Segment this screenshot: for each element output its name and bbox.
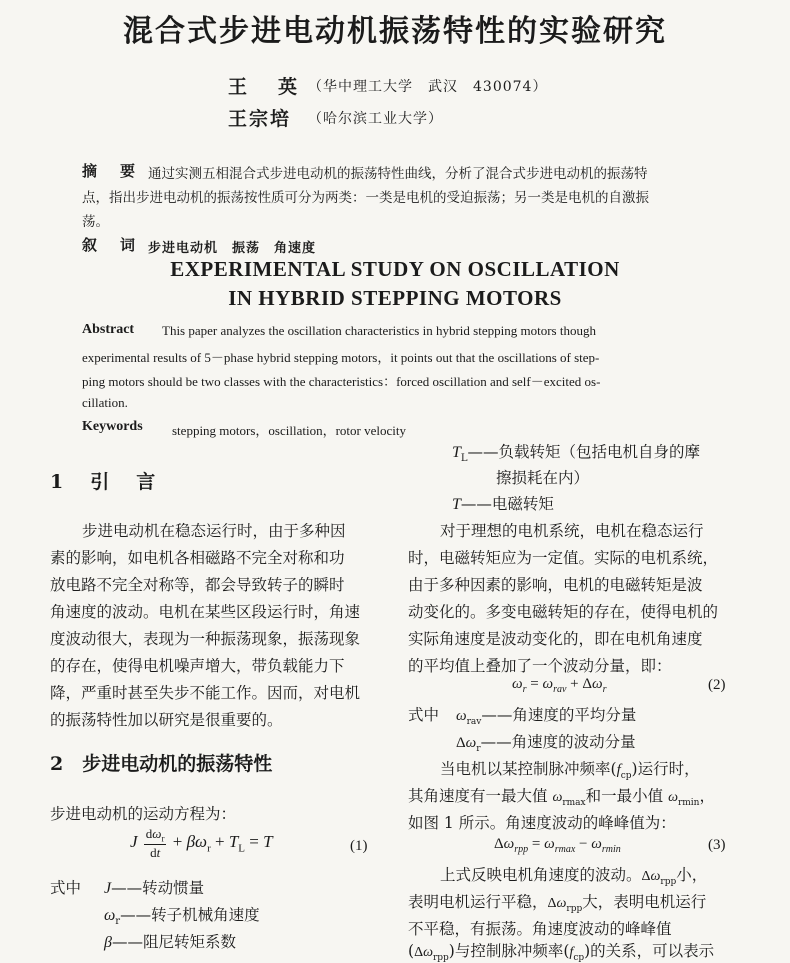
right-para3-text: )的关系，可以表示 [584,942,715,960]
def-omega-r-symbol: ω [104,907,116,924]
right-para2-text: )运行时， [631,760,700,778]
def-delta-omega-r: $\Delta\omega_r——$角速度的波动分量 [456,733,636,755]
equation-3-number: (3) [708,837,726,853]
section-2-heading: 2 步进电动机的振荡特性 [50,753,273,775]
keywords-cn-label: 叙 词 [82,236,140,254]
def-beta [104,930,236,952]
right-para2-text: 当电机以某控制脉冲频率( [440,760,617,778]
keywords-en-text: stepping motors，oscillation，rotor velocity [172,423,406,438]
defs-label-right: 式中 [408,706,440,724]
def-delta-omega-r-text: ——角速度的波动分量 [480,733,636,751]
english-title-line-1: EXPERIMENTAL STUDY ON OSCILLATION [170,257,620,281]
def-omega-r [104,903,260,927]
abstract-cn-label: 摘 要 [82,162,140,180]
defs-label-left: 式中 [50,879,82,897]
right-para3-line: 上式反映电机角速度的波动。$\Delta\omega_{rpp}$小， [440,866,708,888]
section-1-line: 降，严重时甚至失步不能工作。因而，对电机 [50,684,361,702]
keywords-cn-text: 步进电动机 振荡 角速度 [148,241,317,256]
def-beta-text: ——阻尼转矩系数 [111,933,236,951]
abstract-cn-line: 点，指出步进电动机的振荡按性质可分为两类：一类是电机的受迫振荡；另一类是电机的自激振 [82,190,649,206]
section-1-line: 度波动很大，表现为一种振荡现象，振荡现象 [50,630,361,648]
def-J [104,876,204,898]
author-1-name: 王 英 [228,76,304,98]
right-para3-line: $(\Delta\omega_{rpp})$与控制脉冲频率$(f_{cp})$的关系，可以表示 [408,942,715,963]
right-para3-line: 表明电机运行平稳，$\Delta\omega_{rpp}$大，表明电机运行 [408,893,707,915]
equation-1: J $d\omega_r$ dt + $\beta\omega_r + T_L = T$ [130,826,273,860]
abstract-en-label: Abstract [82,322,135,337]
right-para2-text: 和一最小值 [585,787,664,805]
section-2-intro: 步进电动机的运动方程为： [50,805,237,823]
equation-2: $\omega_r = \omega_{rav} + \Delta\omega_r$ [512,676,607,695]
def-J-symbol: J [104,880,112,897]
def-omega-rav-text: ——角速度的平均分量 [481,706,637,724]
abstract-en-line: ping motors should be two classes with the characteristics：forced oscillation and self－excited os- [82,374,601,389]
right-para3-text: 大，表明电机运行 [582,893,707,911]
right-para1-line: 动变化的。多变电磁转矩的存在，使得电机的 [408,603,719,621]
def-J-text: ——转动惯量 [111,879,205,897]
def-omega-rav: $\omega_{rav}——$角速度的平均分量 [456,706,637,728]
equation-1-number: (1) [350,838,368,854]
equation-3: $\Delta\omega_{rpp} = \omega_{rmax} - \omega_{rmin}$ [494,836,621,855]
abstract-en-line: This paper analyzes the oscillation characteristics in hybrid stepping motors though [162,323,596,338]
def-T-text: ——电磁转矩 [460,495,554,513]
right-para2-line: 其角速度有一最大值 $\omega_{rmax}$和一最小值 $\omega_{rmin}$， [408,787,715,809]
right-para1-line: 时，电磁转矩应为一定值。实际的电机系统， [408,549,719,567]
section-1-line: 的存在，使得电机噪声增大，带负载能力下 [50,657,345,675]
def-TL: $T_L——$负载转矩（包括电机自身的摩 [452,443,701,465]
abstract-cn-line: 荡。 [82,214,109,230]
abstract-en-line: cillation. [82,395,128,410]
right-para3-text: 与控制脉冲频率( [454,942,570,960]
right-para2-line: 如图 1 所示。角速度波动的峰峰值为： [408,814,676,832]
section-1-line: 的振荡特性加以研究是很重要的。 [50,711,283,729]
right-para3-line: 不平稳，有振荡。角速度波动的峰峰值 [408,920,672,938]
keywords-en-label: Keywords [82,419,143,434]
section-1-line: 放电路不完全对称等，都会导致转子的瞬时 [50,576,345,594]
right-para3-text: 小， [676,866,708,884]
right-para1-line: 由于多种因素的影响，电机的电磁转矩是波 [408,576,703,594]
right-para3-text: 表明电机运行平稳， [408,893,548,911]
abstract-en-line: experimental results of 5－phase hybrid stepping motors，it points out that the oscillations of step- [82,350,600,365]
right-para3-text: 上式反映电机角速度的波动。 [440,866,642,884]
author-2-name: 王宗培 [228,108,292,130]
right-para2-text: 其角速度有一最大值 [408,787,548,805]
right-para2-line: 当电机以某控制脉冲频率$(f_{cp})$运行时， [440,760,700,782]
section-1-line: 角速度的波动。电机在某些区段运行时，角速 [50,603,361,621]
def-TL-cont: 擦损耗在内） [496,469,590,487]
paper-title: 混合式步进电动机振荡特性的实验研究 [123,14,667,49]
def-TL-text: ——负载转矩（包括电机自身的摩 [467,443,701,461]
abstract-cn-line: 通过实测五相混合式步进电动机的振荡特性曲线，分析了混合式步进电动机的振荡特 [148,166,648,182]
author-1-affiliation: （华中理工大学 武汉 430074） [308,79,548,95]
right-para1-line: 对于理想的电机系统，电机在稳态运行 [440,522,704,540]
section-1-line: 素的影响，如电机各相磁路不完全对称和功 [50,549,345,567]
english-title-line-2: IN HYBRID STEPPING MOTORS [228,286,562,310]
def-omega-r-subscript: r [115,916,121,928]
def-beta-symbol: β [104,934,112,951]
equation-2-number: (2) [708,677,726,693]
section-1-heading: 1 引 言 [50,471,160,493]
def-omega-r-text: ——转子机械角速度 [120,906,260,924]
right-para1-line: 实际角速度是波动变化的，即在电机角速度 [408,630,703,648]
right-para1-line: 的平均值上叠加了一个波动分量，即： [408,657,672,675]
section-1-line: 步进电动机在稳态运行时，由于多种因 [82,522,346,540]
author-2-affiliation: （哈尔滨工业大学） [308,111,443,127]
def-T: T——电磁转矩 [452,495,554,513]
